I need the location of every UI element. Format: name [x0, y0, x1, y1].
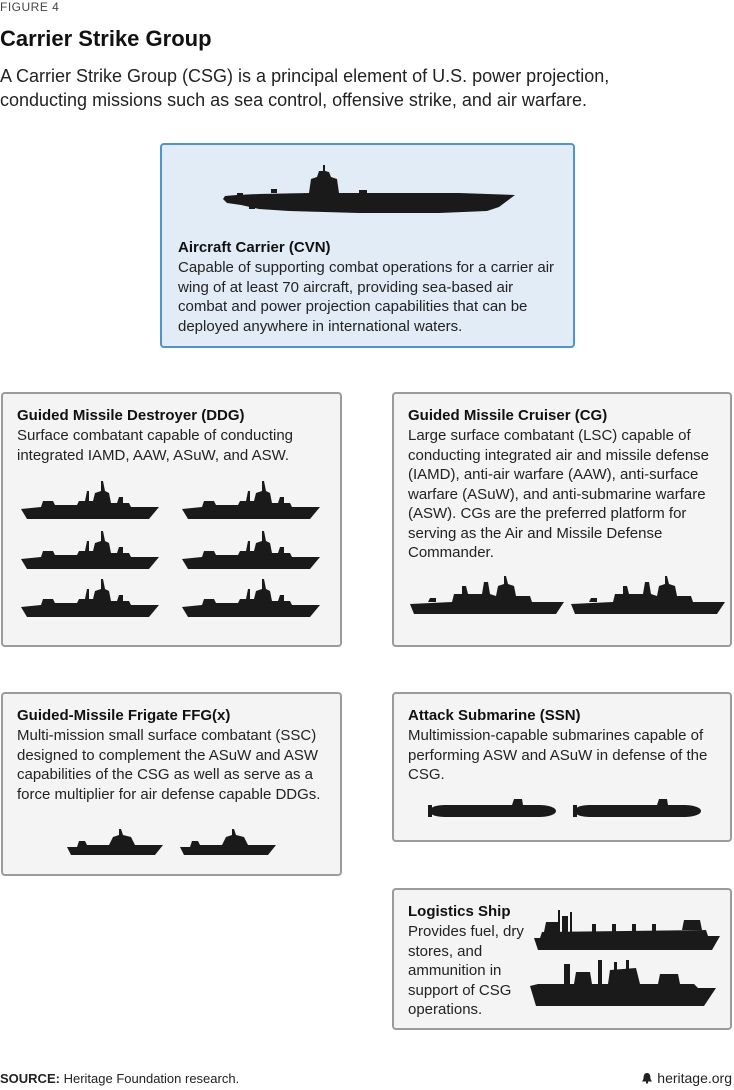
- logistics-ship-icon: [532, 906, 722, 954]
- liberty-bell-icon: [641, 1072, 653, 1084]
- logistics-card: [392, 888, 732, 1030]
- destroyer-icon: [180, 529, 322, 577]
- cruiser-card: [392, 392, 732, 647]
- cruiser-icon: [569, 574, 727, 622]
- cruiser-description: Large surface combatant (LSC) capable of conducting integrated air and missile defense (IAMD), anti-air warfare (AAW), anti-surface warfare (ASuW), and anti-submarine warfare (ASW). CGs are the preferred platform for serving as the Air and Missile Defense Commander.: [408, 427, 710, 561]
- submarine-title: Attack Submarine (SSN): [408, 707, 581, 724]
- figure-label: FIGURE 4: [0, 0, 60, 14]
- submarine-icon: [571, 797, 703, 823]
- site-link[interactable]: heritage.org: [657, 1070, 732, 1086]
- cruiser-icon: [408, 574, 566, 622]
- destroyer-card: [1, 392, 342, 647]
- aircraft-carrier-card: [160, 143, 575, 348]
- frigate-icon: [178, 827, 278, 859]
- destroyer-icon: [19, 529, 161, 577]
- frigate-icon: [65, 827, 165, 859]
- destroyer-icon: [180, 479, 322, 527]
- cruiser-title: Guided Missile Cruiser (CG): [408, 407, 608, 424]
- aircraft-carrier-description: Capable of supporting combat operations for a carrier air wing of at least 70 aircraft, providing sea-based air combat and power projection capabilities that can be deployed anywhere in international waters.: [178, 259, 555, 335]
- site-credit: [641, 1070, 732, 1086]
- figure-subtitle: A Carrier Strike Group (CSG) is a principal element of U.S. power projection, conducting missions such as sea control, offensive strike, and air warfare.: [0, 66, 610, 110]
- source-text: Heritage Foundation research.: [63, 1071, 240, 1086]
- frigate-card: [1, 692, 342, 876]
- aircraft-carrier-icon: [219, 163, 519, 223]
- frigate-description: Multi-mission small surface combatant (SSC) designed to complement the ASuW and ASW capabilities of the CSG as well as serve as a force multiplier for air defense capable DDGs.: [17, 727, 321, 803]
- logistics-ship-icon: [528, 956, 718, 1010]
- destroyer-title: Guided Missile Destroyer (DDG): [17, 407, 245, 424]
- source-label: SOURCE:: [0, 1071, 60, 1086]
- aircraft-carrier-title: Aircraft Carrier (CVN): [178, 239, 331, 256]
- frigate-title: Guided-Missile Frigate FFG(x): [17, 707, 231, 724]
- submarine-card: [392, 692, 732, 842]
- destroyer-icon: [180, 577, 322, 625]
- figure-title: Carrier Strike Group: [0, 26, 212, 51]
- destroyer-icon: [19, 577, 161, 625]
- logistics-description: Provides fuel, dry stores, and ammunition in support of CSG operations.: [408, 923, 524, 1018]
- logistics-title: Logistics Ship: [408, 903, 511, 920]
- source-note: [0, 1071, 239, 1086]
- destroyer-description: Surface combatant capable of conducting integrated IAMD, AAW, ASuW, and ASW.: [17, 427, 294, 464]
- submarine-description: Multimission-capable submarines capable of performing ASW and ASuW in defense of the CSG.: [408, 727, 708, 783]
- submarine-icon: [426, 797, 558, 823]
- destroyer-icon: [19, 479, 161, 527]
